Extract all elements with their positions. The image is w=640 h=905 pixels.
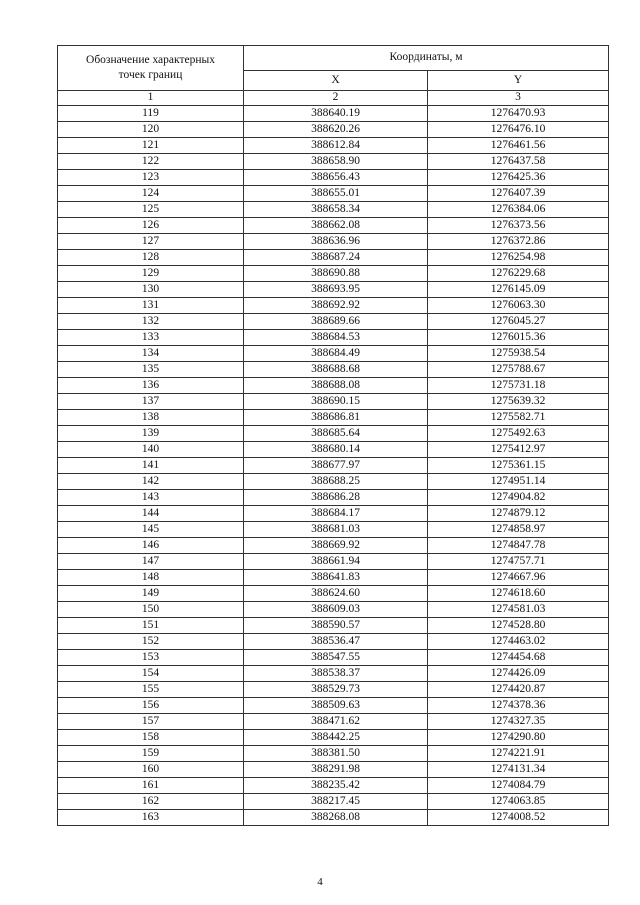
column-number: 2	[244, 91, 428, 106]
point-number: 122	[58, 154, 244, 170]
table-row	[58, 218, 609, 234]
y-coordinate: 1274528.80	[428, 618, 609, 634]
point-number: 129	[58, 266, 244, 282]
table-row	[58, 634, 609, 650]
x-coordinate: 388640.19	[244, 106, 428, 122]
y-coordinate: 1274618.60	[428, 586, 609, 602]
table-row	[58, 794, 609, 810]
table-row	[58, 154, 609, 170]
table-row	[58, 442, 609, 458]
y-coordinate: 1275582.71	[428, 410, 609, 426]
coordinates-header: Координаты, м	[244, 46, 609, 71]
y-coordinate: 1274420.87	[428, 682, 609, 698]
point-number: 153	[58, 650, 244, 666]
y-coordinate: 1276373.56	[428, 218, 609, 234]
point-number: 163	[58, 810, 244, 826]
table-row	[58, 250, 609, 266]
point-number: 128	[58, 250, 244, 266]
header-row-top	[58, 46, 609, 71]
x-coordinate: 388688.68	[244, 362, 428, 378]
table-row	[58, 666, 609, 682]
x-coordinate: 388692.92	[244, 298, 428, 314]
point-number: 135	[58, 362, 244, 378]
x-coordinate: 388620.26	[244, 122, 428, 138]
y-coordinate: 1274879.12	[428, 506, 609, 522]
y-coordinate: 1274454.68	[428, 650, 609, 666]
table-row	[58, 122, 609, 138]
point-number: 149	[58, 586, 244, 602]
table-row	[58, 282, 609, 298]
table-row	[58, 314, 609, 330]
table-row	[58, 618, 609, 634]
column-number: 3	[428, 91, 609, 106]
table-row	[58, 106, 609, 122]
y-coordinate: 1275788.67	[428, 362, 609, 378]
table-row	[58, 682, 609, 698]
x-coordinate: 388609.03	[244, 602, 428, 618]
y-coordinate: 1276045.27	[428, 314, 609, 330]
y-coordinate: 1275412.97	[428, 442, 609, 458]
point-number: 140	[58, 442, 244, 458]
y-coordinate: 1276229.68	[428, 266, 609, 282]
x-coordinate: 388658.34	[244, 202, 428, 218]
point-number: 146	[58, 538, 244, 554]
point-number: 151	[58, 618, 244, 634]
y-coordinate: 1274858.97	[428, 522, 609, 538]
point-number: 124	[58, 186, 244, 202]
table-row	[58, 490, 609, 506]
x-coordinate: 388612.84	[244, 138, 428, 154]
y-coordinate: 1275731.18	[428, 378, 609, 394]
y-coordinate: 1274327.35	[428, 714, 609, 730]
table-row	[58, 650, 609, 666]
y-coordinate: 1276145.09	[428, 282, 609, 298]
y-coordinate: 1274757.71	[428, 554, 609, 570]
y-coordinate: 1276372.86	[428, 234, 609, 250]
y-coordinate: 1275639.32	[428, 394, 609, 410]
x-coordinate: 388686.28	[244, 490, 428, 506]
designation-header: Обозначение характерных точек границ	[58, 46, 244, 91]
y-coordinate: 1276470.93	[428, 106, 609, 122]
table-row	[58, 426, 609, 442]
y-coordinate: 1276407.39	[428, 186, 609, 202]
x-coordinate: 388636.96	[244, 234, 428, 250]
table-row	[58, 170, 609, 186]
table-row	[58, 362, 609, 378]
y-header: Y	[428, 71, 609, 91]
y-coordinate: 1276384.06	[428, 202, 609, 218]
y-coordinate: 1274131.34	[428, 762, 609, 778]
x-coordinate: 388687.24	[244, 250, 428, 266]
x-header: X	[244, 71, 428, 91]
x-coordinate: 388686.81	[244, 410, 428, 426]
y-coordinate: 1274667.96	[428, 570, 609, 586]
point-number: 136	[58, 378, 244, 394]
table-row	[58, 538, 609, 554]
point-number: 160	[58, 762, 244, 778]
x-coordinate: 388684.17	[244, 506, 428, 522]
point-number: 157	[58, 714, 244, 730]
x-coordinate: 388217.45	[244, 794, 428, 810]
x-coordinate: 388690.88	[244, 266, 428, 282]
y-coordinate: 1276425.36	[428, 170, 609, 186]
point-number: 132	[58, 314, 244, 330]
table-row	[58, 810, 609, 826]
table-row	[58, 586, 609, 602]
x-coordinate: 388268.08	[244, 810, 428, 826]
table-row	[58, 506, 609, 522]
point-number: 134	[58, 346, 244, 362]
table-row	[58, 698, 609, 714]
y-coordinate: 1276437.58	[428, 154, 609, 170]
x-coordinate: 388688.25	[244, 474, 428, 490]
table-row	[58, 234, 609, 250]
x-coordinate: 388547.55	[244, 650, 428, 666]
table-row	[58, 522, 609, 538]
boundary-points-coordinates-table	[57, 45, 609, 826]
point-number: 137	[58, 394, 244, 410]
table-row	[58, 378, 609, 394]
table-header	[58, 46, 609, 106]
column-numbers-row	[58, 91, 609, 106]
x-coordinate: 388689.66	[244, 314, 428, 330]
y-coordinate: 1275361.15	[428, 458, 609, 474]
y-coordinate: 1274581.03	[428, 602, 609, 618]
table-row	[58, 394, 609, 410]
point-number: 130	[58, 282, 244, 298]
point-number: 156	[58, 698, 244, 714]
y-coordinate: 1276063.30	[428, 298, 609, 314]
table-row	[58, 746, 609, 762]
point-number: 152	[58, 634, 244, 650]
point-number: 127	[58, 234, 244, 250]
column-number: 1	[58, 91, 244, 106]
point-number: 142	[58, 474, 244, 490]
point-number: 119	[58, 106, 244, 122]
x-coordinate: 388471.62	[244, 714, 428, 730]
x-coordinate: 388677.97	[244, 458, 428, 474]
point-number: 121	[58, 138, 244, 154]
x-coordinate: 388669.92	[244, 538, 428, 554]
y-coordinate: 1274063.85	[428, 794, 609, 810]
point-number: 141	[58, 458, 244, 474]
point-number: 148	[58, 570, 244, 586]
x-coordinate: 388442.25	[244, 730, 428, 746]
x-coordinate: 388684.53	[244, 330, 428, 346]
point-number: 120	[58, 122, 244, 138]
x-coordinate: 388688.08	[244, 378, 428, 394]
y-coordinate: 1274008.52	[428, 810, 609, 826]
table-row	[58, 202, 609, 218]
x-coordinate: 388684.49	[244, 346, 428, 362]
point-number: 125	[58, 202, 244, 218]
point-number: 145	[58, 522, 244, 538]
x-coordinate: 388680.14	[244, 442, 428, 458]
table-row	[58, 346, 609, 362]
y-coordinate: 1274221.91	[428, 746, 609, 762]
table-row	[58, 570, 609, 586]
point-number: 150	[58, 602, 244, 618]
y-coordinate: 1274084.79	[428, 778, 609, 794]
table-row	[58, 266, 609, 282]
table-row	[58, 602, 609, 618]
point-number: 147	[58, 554, 244, 570]
y-coordinate: 1275492.63	[428, 426, 609, 442]
x-coordinate: 388661.94	[244, 554, 428, 570]
point-number: 162	[58, 794, 244, 810]
x-coordinate: 388662.08	[244, 218, 428, 234]
table-row	[58, 778, 609, 794]
x-coordinate: 388529.73	[244, 682, 428, 698]
table-row	[58, 762, 609, 778]
point-number: 154	[58, 666, 244, 682]
point-number: 133	[58, 330, 244, 346]
x-coordinate: 388641.83	[244, 570, 428, 586]
table-row	[58, 410, 609, 426]
x-coordinate: 388235.42	[244, 778, 428, 794]
y-coordinate: 1276015.36	[428, 330, 609, 346]
x-coordinate: 388658.90	[244, 154, 428, 170]
y-coordinate: 1274290.80	[428, 730, 609, 746]
table-row	[58, 298, 609, 314]
point-number: 126	[58, 218, 244, 234]
point-number: 155	[58, 682, 244, 698]
table-row	[58, 458, 609, 474]
table-row	[58, 554, 609, 570]
x-coordinate: 388656.43	[244, 170, 428, 186]
table-row	[58, 330, 609, 346]
x-coordinate: 388536.47	[244, 634, 428, 650]
page-number: 4	[317, 876, 323, 888]
x-coordinate: 388655.01	[244, 186, 428, 202]
point-number: 158	[58, 730, 244, 746]
x-coordinate: 388685.64	[244, 426, 428, 442]
table-row	[58, 186, 609, 202]
x-coordinate: 388690.15	[244, 394, 428, 410]
table-row	[58, 730, 609, 746]
table-row	[58, 714, 609, 730]
y-coordinate: 1276461.56	[428, 138, 609, 154]
point-number: 143	[58, 490, 244, 506]
x-coordinate: 388381.50	[244, 746, 428, 762]
y-coordinate: 1274951.14	[428, 474, 609, 490]
y-coordinate: 1276254.98	[428, 250, 609, 266]
x-coordinate: 388291.98	[244, 762, 428, 778]
point-number: 161	[58, 778, 244, 794]
x-coordinate: 388538.37	[244, 666, 428, 682]
point-number: 123	[58, 170, 244, 186]
point-number: 144	[58, 506, 244, 522]
x-coordinate: 388590.57	[244, 618, 428, 634]
y-coordinate: 1274378.36	[428, 698, 609, 714]
x-coordinate: 388681.03	[244, 522, 428, 538]
y-coordinate: 1274904.82	[428, 490, 609, 506]
x-coordinate: 388624.60	[244, 586, 428, 602]
y-coordinate: 1276476.10	[428, 122, 609, 138]
point-number: 138	[58, 410, 244, 426]
point-number: 131	[58, 298, 244, 314]
y-coordinate: 1274847.78	[428, 538, 609, 554]
y-coordinate: 1274426.09	[428, 666, 609, 682]
y-coordinate: 1275938.54	[428, 346, 609, 362]
y-coordinate: 1274463.02	[428, 634, 609, 650]
table-body	[58, 106, 609, 826]
point-number: 139	[58, 426, 244, 442]
point-number: 159	[58, 746, 244, 762]
table-row	[58, 474, 609, 490]
table-row	[58, 138, 609, 154]
x-coordinate: 388693.95	[244, 282, 428, 298]
x-coordinate: 388509.63	[244, 698, 428, 714]
